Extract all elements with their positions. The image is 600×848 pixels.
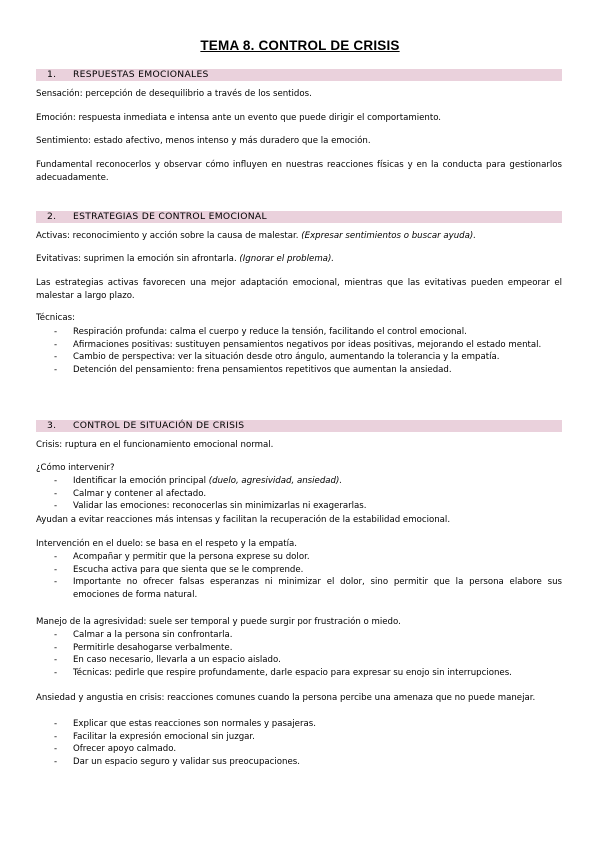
list-item: - Facilitar la expresión emocional sin juzgar.	[54, 731, 255, 742]
tecnicas-label: Técnicas:	[36, 313, 75, 323]
list-item: - Validar las emociones: reconocerlas sin minimizarlas ni exagerarlas.	[54, 501, 367, 512]
bullet-dash: -	[54, 476, 58, 486]
section-3-number: 3.	[47, 420, 57, 431]
bullet-dash: -	[54, 757, 58, 768]
bullet-dash: -	[54, 668, 58, 679]
section-1-number: 1.	[47, 69, 57, 80]
paragraph-estrategias: Las estrategias activas favorecen una mejor adaptación emocional, mientras que las evitativas pueden empeorar el malestar a largo plazo.	[36, 278, 562, 301]
paragraph-ayudan: Ayudan a evitar reacciones más intensas y facilitan la recuperación de la estabilidad emocional.	[36, 515, 451, 525]
section-1-heading	[36, 69, 562, 81]
list-item: - Identificar la emoción principal (duelo, agresividad, ansiedad).	[54, 476, 343, 486]
bullet-dash: -	[54, 501, 58, 512]
bullet-dash: -	[54, 642, 58, 653]
duelo-list	[36, 551, 562, 602]
ansiedad-list	[36, 718, 562, 769]
list-item: - Calmar a la persona sin confrontarla.	[54, 630, 233, 640]
como-intervenir-list	[36, 475, 562, 513]
paragraph-evitativas	[36, 253, 562, 266]
paragraph-agresividad: Manejo de la agresividad: suele ser temporal y puede surgir por frustración o miedo.	[36, 617, 401, 627]
list-item: - Cambio de perspectiva: ver la situación desde otro ángulo, aumentando la tolerancia y la empatía.	[54, 352, 500, 363]
bullet-dash: -	[54, 719, 58, 729]
list-item: - Acompañar y permitir que la persona exprese su dolor.	[54, 552, 310, 562]
evitativas-note: (Ignorar el problema).	[239, 254, 335, 264]
bullet-dash: -	[54, 352, 58, 363]
paragraph-duelo: Intervención en el duelo: se basa en el respeto y la empatía.	[36, 539, 297, 549]
section-3-title: CONTROL DE SITUACIÓN DE CRISIS	[73, 420, 245, 431]
bullet-dash: -	[54, 577, 58, 588]
bullet-dash: -	[54, 655, 58, 666]
paragraph-ansiedad: Ansiedad y angustia en crisis: reacciones comunes cuando la persona percibe una amenaza que no puede manejar.	[36, 693, 536, 703]
list-item: - Explicar que estas reacciones son normales y pasajeras.	[54, 719, 316, 729]
paragraph-crisis: Crisis: ruptura en el funcionamiento emocional normal.	[36, 440, 274, 450]
bullet-dash: -	[54, 327, 58, 337]
list-item: - Permitirle desahogarse verbalmente.	[54, 642, 233, 653]
como-intervenir-label: ¿Cómo intervenir?	[36, 463, 115, 473]
list-item: - Importante no ofrecer falsas esperanzas ni minimizar el dolor, sino permitir que la persona elabore sus emociones de forma natural.	[54, 577, 562, 601]
paragraph-sentimiento: Sentimiento: estado afectivo, menos intenso y más duradero que la emoción.	[36, 136, 371, 146]
list-item: - Respiración profunda: calma el cuerpo y reduce la tensión, facilitando el control emocional.	[54, 327, 467, 337]
activas-text: Activas: reconocimiento y acción sobre la causa de malestar.	[36, 231, 299, 241]
bullet-dash: -	[54, 564, 58, 575]
bullet-dash: -	[54, 552, 58, 562]
bullet-dash: -	[54, 488, 58, 499]
tecnicas-list	[36, 326, 562, 377]
section-1-title: RESPUESTAS EMOCIONALES	[73, 69, 209, 80]
list-item: - Afirmaciones positivas: sustituyen pensamientos negativos por ideas positivas, mejorando el estado mental.	[54, 339, 542, 350]
paragraph-emocion: Emoción: respuesta inmediata e intensa ante un evento que puede dirigir el comportamiento.	[36, 113, 442, 123]
bullet-dash: -	[54, 731, 58, 742]
bullet-dash: -	[54, 744, 58, 755]
list-item: - En caso necesario, llevarla a un espacio aislado.	[54, 655, 281, 666]
section-2-title: ESTRATEGIAS DE CONTROL EMOCIONAL	[73, 211, 267, 222]
list-item: - Escucha activa para que sienta que se le comprende.	[54, 564, 304, 575]
paragraph-activas	[36, 230, 562, 243]
agresividad-list	[36, 629, 562, 680]
list-item: - Calmar y contener al afectado.	[54, 488, 207, 499]
section-2-number: 2.	[47, 211, 57, 222]
bullet-dash: -	[54, 365, 58, 376]
page-title: TEMA 8. CONTROL DE CRISIS	[200, 38, 400, 53]
list-item: - Técnicas: pedirle que respire profundamente, darle espacio para expresar su enojo sin interrupciones.	[54, 668, 512, 679]
list-item: - Ofrecer apoyo calmado.	[54, 744, 177, 755]
paragraph-fundamental: Fundamental reconocerlos y observar cómo influyen en nuestras reacciones físicas y en la conducta para gestionarlos adecuadamente.	[36, 160, 562, 183]
bullet-dash: -	[54, 630, 58, 640]
activas-note: (Expresar sentimientos o buscar ayuda).	[301, 231, 476, 241]
bullet-dash: -	[54, 339, 58, 350]
paragraph-sensacion: Sensación: percepción de desequilibrio a través de los sentidos.	[36, 89, 312, 99]
section-2-heading	[36, 211, 562, 223]
evitativas-text: Evitativas: suprimen la emoción sin afrontarla.	[36, 254, 237, 264]
list-item: - Detención del pensamiento: frena pensamientos repetitivos que aumentan la ansiedad.	[54, 365, 452, 376]
list-item: - Dar un espacio seguro y validar sus preocupaciones.	[54, 757, 300, 768]
section-3-heading	[36, 420, 562, 432]
